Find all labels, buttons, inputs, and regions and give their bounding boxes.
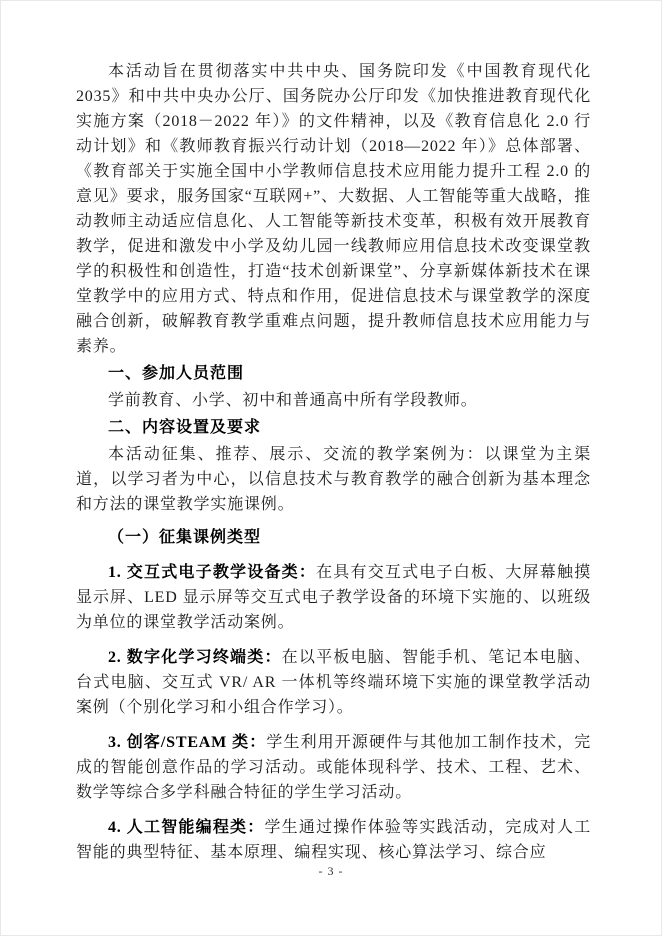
section-1-body: 学前教育、小学、初中和普通高中所有学段教师。 <box>108 392 478 409</box>
case-type-item-1-label: 1. 交互式电子教学设备类： <box>108 564 317 581</box>
section-1-heading: 一、参加人员范围 <box>108 365 245 382</box>
case-type-item-4-label: 4. 人工智能编程类： <box>108 819 265 836</box>
document-content <box>76 59 591 865</box>
case-type-item-3-text: 学生利用开源硬件与其他加工制作技术，完成的智能创意作品的学习活动。或能体现科学、技术、工程、艺术、数学等综合多学科融合特征的学生学习活动。 <box>76 734 591 801</box>
case-type-item-4-text: 学生通过操作体验等实践活动，完成对人工智能的典型特征、基本原理、编程实现、核心算法学习、综合应 <box>76 819 591 861</box>
case-type-item-3-label: 3. 创客/STEAM 类： <box>108 734 267 751</box>
intro-paragraph: 本活动旨在贯彻落实中共中央、国务院印发《中国教育现代化 2035》和中共中央办公厅、国务院办公厅印发《加快推进教育现代化实施方案（2018－2022 年）》的文件精神，以及《教育信息化 2.0 行动计划》和《教师教育振兴行动计划（2018—2022 年）》总体部署、《教育部关于实施全国中小学教师信息技术应用能力提升工程 2.0 的意见》要求，服务国家“互联网+”、大数据、人工智能等重大战略，推动教师主动适应信息化、人工智能等新技术变革，积极有效开展教育教学，促进和激发中小学及幼儿园一线教师应用信息技术改变课堂教学的积极性和创造性，打造“技术创新课堂”、分享新媒体新技术在课堂教学中的应用方式、特点和作用，促进信息技术与课堂教学的深度融合创新，破解教育教学重难点问题，提升教师信息技术应用能力与素养。 <box>76 63 591 355</box>
section-2-body: 本活动征集、推荐、展示、交流的教学案例为：以课堂为主渠道，以学习者为中心，以信息技术与教育教学的融合创新为基本理念和方法的课堂教学实施课例。 <box>76 446 591 513</box>
case-type-item-4 <box>76 815 591 865</box>
section-2-heading: 二、内容设置及要求 <box>108 419 262 436</box>
case-type-item-2 <box>76 645 591 720</box>
page-number: - 3 - <box>318 864 344 878</box>
subsection-heading: （一）征集课例类型 <box>108 529 262 546</box>
case-type-item-2-label: 2. 数字化学习终端类： <box>108 649 282 666</box>
case-type-item-2-text: 在以平板电脑、智能手机、笔记本电脑、台式电脑、交互式 VR/ AR 一体机等终端环境下实施的课堂教学活动案例（个别化学习和小组合作学习）。 <box>76 649 591 716</box>
case-type-item-1 <box>76 560 591 635</box>
case-type-item-3 <box>76 730 591 805</box>
case-type-item-1-text: 在具有交互式电子白板、大屏幕触摸显示屏、LED 显示屏等交互式电子教学设备的环境下实施的、以班级为单位的课堂教学活动案例。 <box>76 564 591 631</box>
